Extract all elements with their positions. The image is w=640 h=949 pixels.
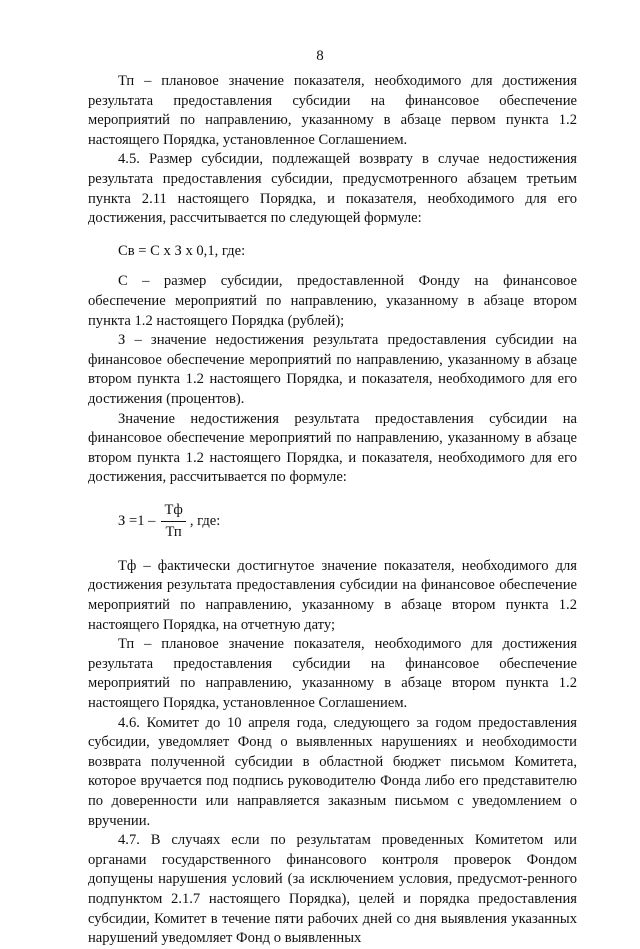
- paragraph-tp-definition-2: Тп – плановое значение показателя, необходимого для достижения результата предоставления субсидии на финансовое обеспечение мероприятий по направлению, указанному в абзаце втором пункта 1.2 настоящего Порядка, установленное Соглашением.: [88, 636, 577, 712]
- paragraph-4-6: 4.6. Комитет до 10 апреля года, следующего за годом предоставления субсидии, уведомляет Фонд о выявленных нарушениях и необходимости возврата полученной субсидии в областной бюджет письмом Комитета, которое вручается под подпись руководителю Фонда либо его представителю по доверенности или направляется заказным письмом с уведомлением о вручении.: [88, 714, 577, 829]
- formula-subsidy-return: Св = С х З х 0,1, где:: [118, 242, 246, 259]
- paragraph-4-7: 4.7. В случаях если по результатам проведенных Комитетом или органами государственного финансового контроля проверок Фондом допущены нарушения условий (за исключением условия, предусмот-ренного подпунктом 2.1.7 настоящего Порядка), целей и порядка предоставления субсидии, Комитет в течение пяти рабочих дней со дня выявления указанных нарушений уведомляет Фонд о выявленных: [88, 832, 577, 947]
- formula-fraction: [161, 502, 185, 541]
- paragraph-tf-definition: Тф – фактически достигнутое значение показателя, необходимого для достижения результата предоставления субсидии на финансовое обеспечение мероприятий по направлению, указанному в абзаце втором пункта 1.2 настоящего Порядка, на отчетную дату;: [88, 557, 577, 633]
- formula-lhs: З =1 –: [118, 513, 156, 530]
- formula-denominator: Тп: [165, 524, 182, 541]
- formula-non-achievement: [118, 501, 577, 543]
- formula-suffix: , где:: [189, 513, 221, 530]
- paragraph-tp-definition: Тп – плановое значение показателя, необходимого для достижения результата предоставления субсидии на финансовое обеспечение мероприятий по направлению, указанному в абзаце первом пункта 1.2 настоящего Порядка, установленное Соглашением.: [88, 73, 577, 148]
- paragraph-z-definition: З – значение недостижения результата предоставления субсидии на финансовое обеспечение мероприятий по направлению, указанному в абзаце втором пункта 1.2 настоящего Порядка, и показателя, необходимого для его достижения (процентов).: [88, 332, 577, 407]
- formula-numerator: Тф: [161, 502, 185, 522]
- page-number: 8: [316, 48, 324, 64]
- paragraph-4-5: 4.5. Размер субсидии, подлежащей возврату в случае недостижения результата предоставления субсидии, предусмотренного абзацем третьим пункта 2.11 настоящего Порядка, и показателя, необходимого для его достижения, рассчитывается по следующей формуле:: [88, 151, 577, 227]
- paragraph-c-definition: С – размер субсидии, предоставленной Фонду на финансовое обеспечение мероприятий по направлению, указанному в абзаце втором пункта 1.2 настоящего Порядка (рублей);: [88, 273, 577, 329]
- document-body: [88, 72, 577, 949]
- paragraph-z-formula-intro: Значение недостижения результата предоставления субсидии на финансовое обеспечение мероприятий по направлению, указанному в абзаце втором пункта 1.2 настоящего Порядка, и показателя, необходимого для его достижения, рассчитывается по формуле:: [88, 410, 577, 486]
